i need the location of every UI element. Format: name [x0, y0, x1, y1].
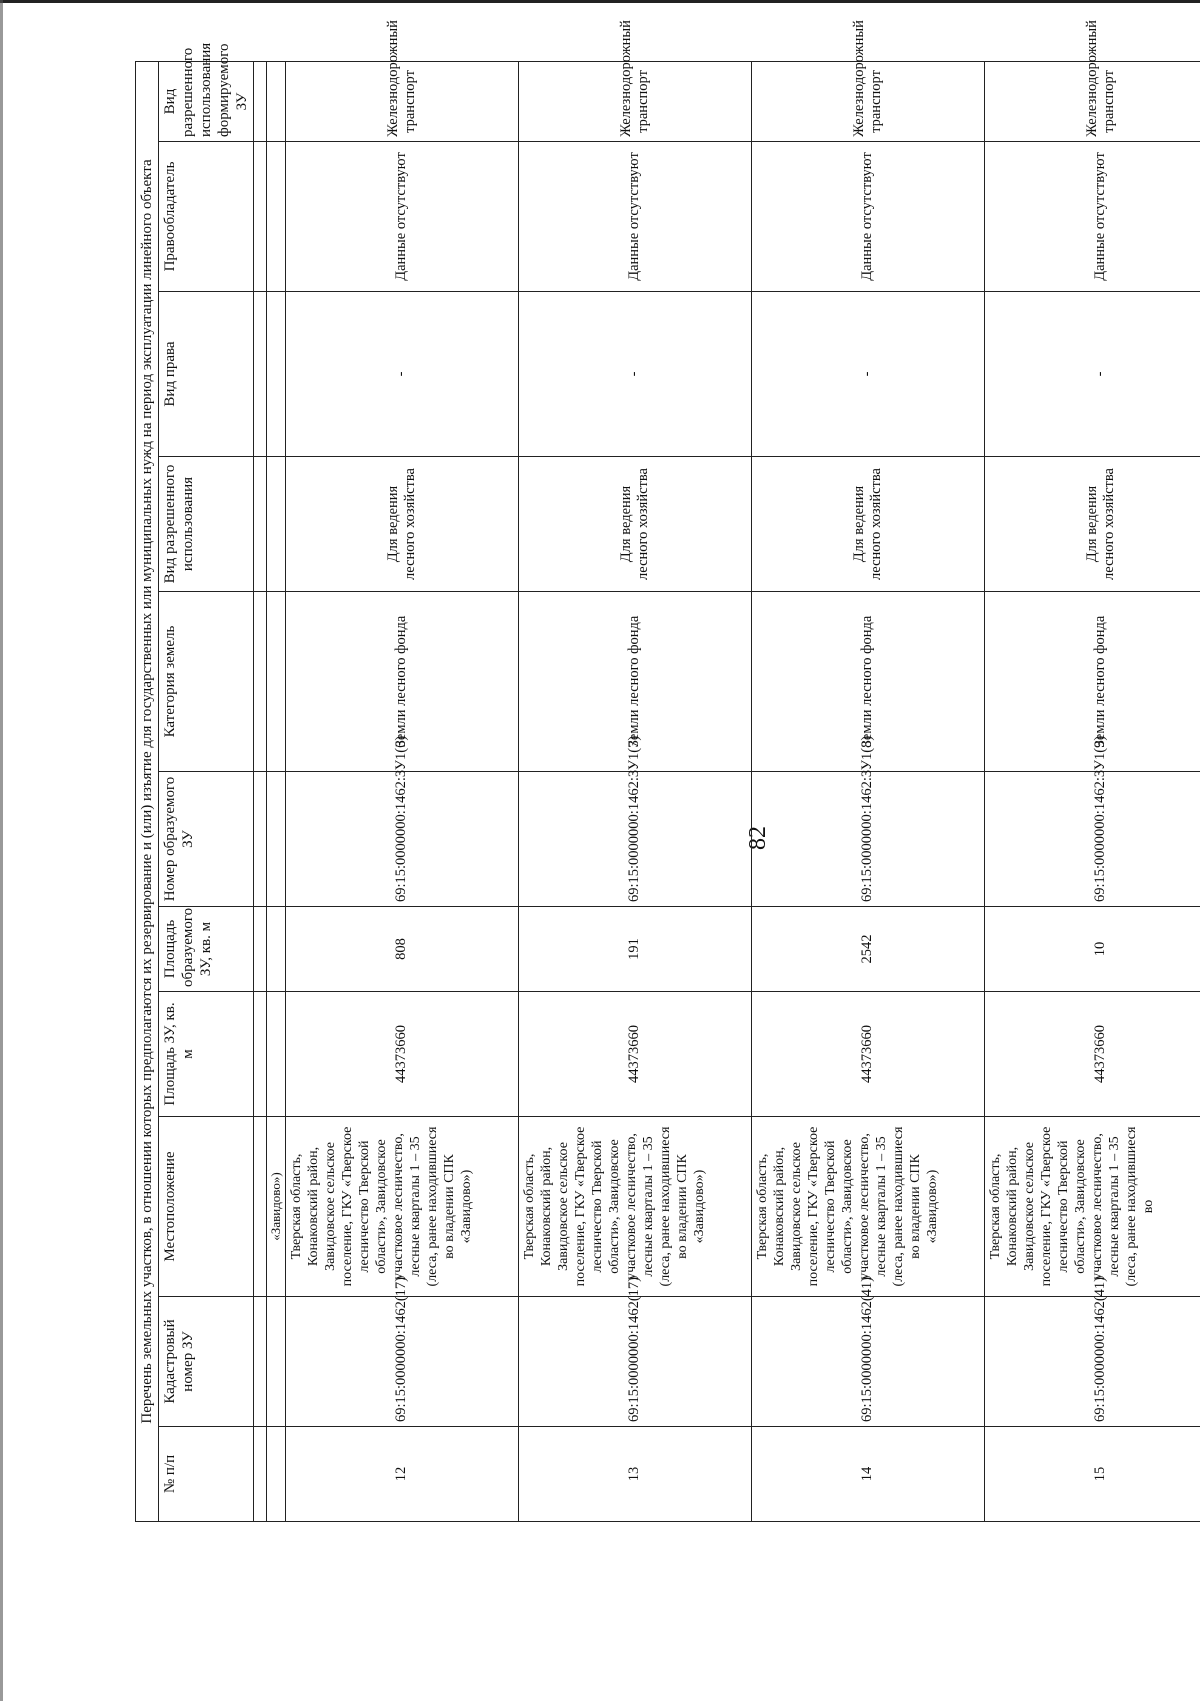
- header-cadastral: Кадастровый номер ЗУ: [159, 1297, 254, 1427]
- row-num: 15: [985, 1427, 1200, 1522]
- row-cadastral: 69:15:0000000:1462(17): [286, 1297, 519, 1427]
- table-row: [286, 61, 519, 1521]
- page-number: 82: [745, 826, 771, 850]
- row-new-use: Железнодорожный транспорт: [519, 61, 752, 141]
- row-category: Земли лесного фонда: [752, 592, 985, 772]
- row-owner: Данные отсутствуют: [985, 142, 1200, 292]
- row-owner: Данные отсутствуют: [286, 142, 519, 292]
- header-num: № п/п: [159, 1427, 254, 1522]
- row-cadastral: 69:15:0000000:1462(17): [519, 1297, 752, 1427]
- header-new-number: Номер образуемого ЗУ: [159, 772, 254, 907]
- table-row: [752, 61, 985, 1521]
- header-area: Площадь ЗУ, кв. м: [159, 992, 254, 1117]
- row-num: 14: [752, 1427, 985, 1522]
- row-num: 13: [519, 1427, 752, 1522]
- row-new-area: 191: [519, 907, 752, 992]
- row-new-use: Железнодорожный транспорт: [286, 61, 519, 141]
- continuation-row: [267, 61, 286, 1521]
- row-permitted-use: Для ведения лесного хозяйства: [985, 457, 1200, 592]
- row-new-use: Железнодорожный транспорт: [985, 61, 1200, 141]
- row-category: Земли лесного фонда: [286, 592, 519, 772]
- land-plots-table: [135, 20, 1200, 1522]
- header-location: Местоположение: [159, 1117, 254, 1297]
- row-new-number: 69:15:0000000:1462:ЗУ1(6): [286, 772, 519, 907]
- row-category: Земли лесного фонда: [985, 592, 1200, 772]
- scan-edge-left: [0, 0, 3, 1701]
- rotated-table-container: [135, 20, 1200, 1522]
- table-caption: Перечень земельных участков, в отношении которых предполагаются их резервирование и (или) изъятие для государственных или муниципальных нужд на период эксплуатации линейного объекта: [136, 61, 159, 1521]
- row-new-area: 808: [286, 907, 519, 992]
- continuation-text: «Завидово»): [267, 1117, 286, 1297]
- row-new-number: 69:15:0000000:1462:ЗУ1(9): [985, 772, 1200, 907]
- row-area: 44373660: [752, 992, 985, 1117]
- spacer-row: [254, 61, 267, 1521]
- header-new-use: Вид разрешенного использования формируемого ЗУ: [159, 61, 254, 141]
- row-right-type: -: [519, 292, 752, 457]
- header-permitted-use: Вид разрешенного использования: [159, 457, 254, 592]
- scan-edge-top: [0, 0, 1200, 3]
- row-owner: Данные отсутствуют: [752, 142, 985, 292]
- header-right-type: Вид права: [159, 292, 254, 457]
- row-area: 44373660: [286, 992, 519, 1117]
- row-location: Тверская область, Конаковский район, Завидовское сельское поселение, ГКУ «Тверское лесничество Тверской области», Завидовское участковое лесничество, лесные кварталы 1 – 35 (леса, ранее находившиеся во владении СПК «Завидово»): [752, 1117, 985, 1297]
- row-permitted-use: Для ведения лесного хозяйства: [519, 457, 752, 592]
- row-category: Земли лесного фонда: [519, 592, 752, 772]
- table-row: [985, 61, 1200, 1521]
- row-location: Тверская область, Конаковский район, Завидовское сельское поселение, ГКУ «Тверское лесничество Тверской области», Завидовское участковое лесничество, лесные кварталы 1 – 35 (леса, ранее находившиеся во: [985, 1117, 1200, 1297]
- row-location: Тверская область, Конаковский район, Завидовское сельское поселение, ГКУ «Тверское лесничество Тверской области», Завидовское участковое лесничество, лесные кварталы 1 – 35 (леса, ранее находившиеся во владении СПК «Завидово»): [286, 1117, 519, 1297]
- row-new-area: 2542: [752, 907, 985, 992]
- row-new-number: 69:15:0000000:1462:ЗУ1(7): [519, 772, 752, 907]
- row-permitted-use: Для ведения лесного хозяйства: [286, 457, 519, 592]
- row-num: 12: [286, 1427, 519, 1522]
- header-owner: Правообладатель: [159, 142, 254, 292]
- row-permitted-use: Для ведения лесного хозяйства: [752, 457, 985, 592]
- row-area: 44373660: [985, 992, 1200, 1117]
- header-row: [159, 61, 254, 1521]
- row-owner: Данные отсутствуют: [519, 142, 752, 292]
- row-new-number: 69:15:0000000:1462:ЗУ1(8): [752, 772, 985, 907]
- header-category: Категория земель: [159, 592, 254, 772]
- table-row: [519, 61, 752, 1521]
- row-cadastral: 69:15:0000000:1462(41): [752, 1297, 985, 1427]
- row-new-use: Железнодорожный транспорт: [752, 61, 985, 141]
- row-cadastral: 69:15:0000000:1462(41): [985, 1297, 1200, 1427]
- header-new-area: Площадь образуемого ЗУ, кв. м: [159, 907, 254, 992]
- row-new-area: 10: [985, 907, 1200, 992]
- row-right-type: -: [985, 292, 1200, 457]
- row-area: 44373660: [519, 992, 752, 1117]
- row-right-type: -: [752, 292, 985, 457]
- row-right-type: -: [286, 292, 519, 457]
- row-location: Тверская область, Конаковский район, Завидовское сельское поселение, ГКУ «Тверское лесничество Тверской области», Завидовское участковое лесничество, лесные кварталы 1 – 35 (леса, ранее находившиеся во владении СПК «Завидово»): [519, 1117, 752, 1297]
